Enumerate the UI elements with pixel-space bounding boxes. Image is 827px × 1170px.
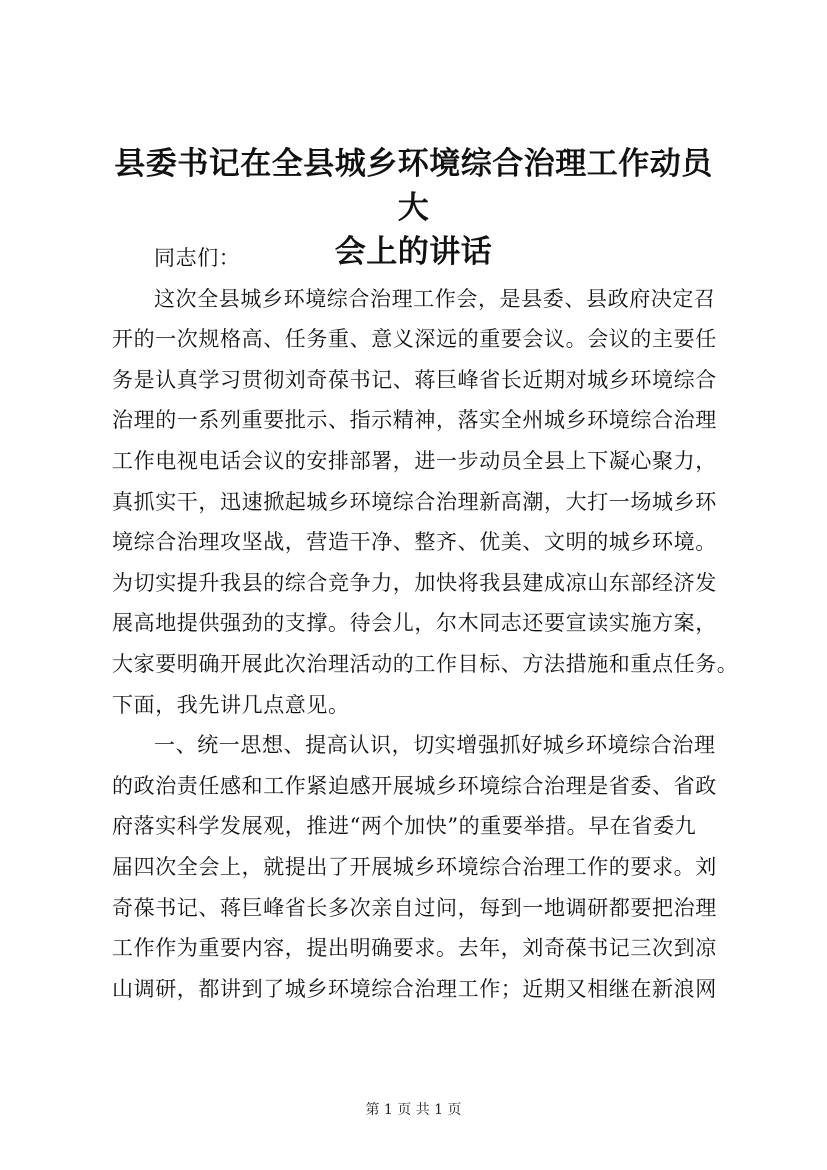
page-number: 第 1 页 共 1 页 bbox=[365, 1102, 462, 1118]
paragraph-line: 这次全县城乡环境综合治理工作会，是县委、县政府决定召 bbox=[154, 286, 716, 311]
paragraph-line: 治理的一系列重要批示、指示精神，落实全州城乡环境综合治理 bbox=[112, 408, 717, 433]
paragraph-line: 下面，我先讲几点意见。 bbox=[112, 692, 350, 717]
paragraph-line: 展高地提供强劲的支撑。待会儿，尔木同志还要宣读实施方案， bbox=[112, 611, 717, 636]
title-line-2: 会上的讲话 bbox=[334, 234, 493, 270]
paragraph-line: 开的一次规格高、任务重、意义深远的重要会议。会议的主要任 bbox=[112, 327, 717, 352]
paragraph-line: 为切实提升我县的综合竞争力，加快将我县建成凉山东部经济发 bbox=[112, 570, 717, 595]
paragraph-line: 府落实科学发展观，推进“两个加快”的重要举措。早在省委九 bbox=[112, 814, 697, 839]
paragraph-line: 奇葆书记、蒋巨峰省长多次亲自过问，每到一地调研都要把治理 bbox=[112, 895, 717, 920]
paragraph-line: 大家要明确开展此次治理活动的工作目标、方法措施和重点任务。 bbox=[112, 651, 739, 676]
document-body bbox=[112, 238, 739, 1009]
paragraph-line: 山调研，都讲到了城乡环境综合治理工作；近期又相继在新浪网 bbox=[112, 976, 717, 1001]
title-line-1: 县委书记在全县城乡环境综合治理工作动员大 bbox=[114, 146, 713, 226]
paragraph-line: 务是认真学习贯彻刘奇葆书记、蒋巨峰省长近期对城乡环境综合 bbox=[112, 367, 717, 392]
paragraph-line: 真抓实干，迅速掀起城乡环境综合治理新高潮，大打一场城乡环 bbox=[112, 489, 717, 514]
paragraph-line: 届四次全会上，就提出了开展城乡环境综合治理工作的要求。刘 bbox=[112, 854, 717, 879]
paragraph-line: 的政治责任感和工作紧迫感开展城乡环境综合治理是省委、省政 bbox=[112, 773, 717, 798]
salutation: 同志们： bbox=[154, 246, 241, 270]
paragraph-line: 工作电视电话会议的安排部署，进一步动员全县上下凝心聚力， bbox=[112, 448, 717, 473]
section-heading-line: 一、统一思想、提高认识，切实增强抓好城乡环境综合治理 bbox=[154, 733, 716, 758]
paragraph-line: 工作作为重要内容，提出明确要求。去年，刘奇葆书记三次到凉 bbox=[112, 936, 717, 961]
paragraph-line: 境综合治理攻坚战，营造干净、整齐、优美、文明的城乡环境。 bbox=[112, 530, 717, 555]
